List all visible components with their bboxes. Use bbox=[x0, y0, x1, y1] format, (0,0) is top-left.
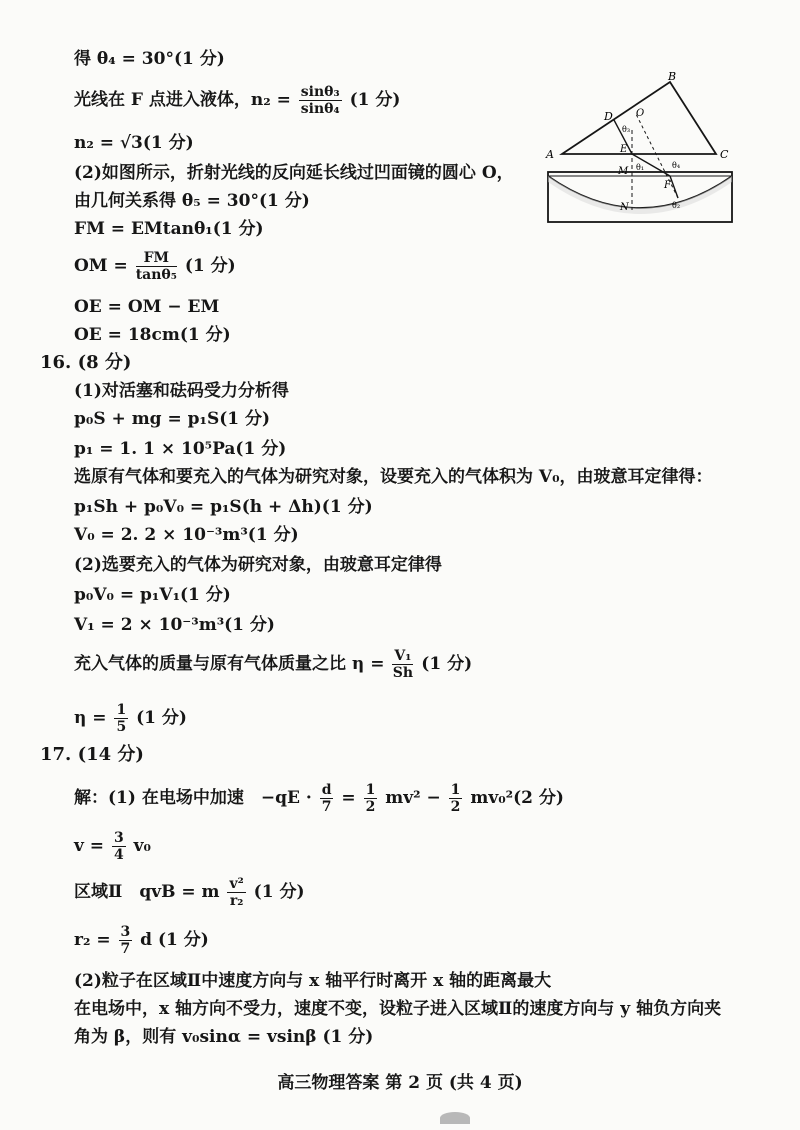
answer-line bbox=[74, 648, 472, 681]
numerator: v² bbox=[229, 876, 244, 892]
text: OM = bbox=[74, 256, 128, 276]
denominator: 7 bbox=[120, 941, 131, 957]
answer-line bbox=[74, 250, 236, 283]
answer-line: V₁ = 2 × 10⁻³m³(1 分) bbox=[74, 615, 275, 635]
label-N: N bbox=[620, 202, 629, 213]
numerator: V₁ bbox=[394, 648, 412, 664]
denominator: 2 bbox=[450, 799, 461, 815]
label-M: M bbox=[618, 166, 629, 177]
answer-line: p₁Sh + p₀V₀ = p₁S(h + Δh)(1 分) bbox=[74, 497, 373, 517]
fraction bbox=[114, 702, 128, 735]
answer-line: p₀S + mg = p₁S(1 分) bbox=[74, 409, 271, 429]
fraction bbox=[112, 830, 126, 863]
numerator: sinθ₃ bbox=[300, 84, 340, 100]
light-ray bbox=[670, 176, 678, 198]
text: v = bbox=[74, 836, 105, 856]
extension-line bbox=[636, 114, 681, 198]
answer-line bbox=[74, 830, 151, 863]
label-O: O bbox=[636, 108, 645, 119]
answer-line: (2)如图所示，折射光线的反向延长线过凹面镜的圆心 O， bbox=[74, 163, 514, 183]
numerator: 3 bbox=[113, 830, 124, 846]
text: 充入气体的质量与原有气体质量之比 η = bbox=[74, 654, 385, 674]
fraction bbox=[136, 250, 177, 283]
answer-line bbox=[74, 782, 564, 815]
label-C: C bbox=[720, 148, 729, 161]
denominator: Sh bbox=[392, 665, 414, 681]
scan-smudge bbox=[440, 1112, 470, 1124]
mirror-hatch bbox=[548, 176, 732, 214]
question-number: 17. (14 分) bbox=[40, 744, 144, 765]
answer-line: 由几何关系得 θ₅ = 30°(1 分) bbox=[74, 191, 310, 211]
text: (1 分) bbox=[136, 708, 187, 728]
label-F: F bbox=[664, 180, 671, 191]
label-theta2: θ₂ bbox=[672, 201, 681, 210]
numerator: FM bbox=[136, 250, 177, 267]
answer-line: 选原有气体和要充入的气体为研究对象，设要充入的气体积为 V₀，由玻意耳定律得： bbox=[74, 467, 713, 487]
numerator: d bbox=[321, 782, 332, 798]
fraction bbox=[299, 84, 342, 117]
fraction bbox=[320, 782, 334, 815]
text: (1 分) bbox=[421, 654, 473, 674]
numerator: 3 bbox=[120, 924, 131, 940]
text: 解：(1) 在电场中加速 −qE · bbox=[74, 788, 312, 808]
answer-line: n₂ = √3(1 分) bbox=[74, 133, 194, 153]
fraction bbox=[119, 924, 133, 957]
text: d (1 分) bbox=[140, 930, 209, 950]
concave-mirror bbox=[548, 176, 732, 208]
denominator: tanθ₅ bbox=[135, 267, 177, 283]
answer-line: 在电场中，x 轴方向不受力，速度不变，设粒子进入区域Ⅱ的速度方向与 y 轴负方向夹 bbox=[74, 999, 722, 1019]
denominator: 4 bbox=[113, 847, 124, 863]
label-D: D bbox=[604, 110, 613, 123]
answer-line: V₀ = 2. 2 × 10⁻³m³(1 分) bbox=[74, 525, 299, 545]
text: mv₀²(2 分) bbox=[470, 788, 564, 808]
numerator: 1 bbox=[116, 702, 127, 718]
answer-line bbox=[74, 702, 187, 735]
answer-line: p₁ = 1. 1 × 10⁵Pa(1 分) bbox=[74, 439, 287, 459]
answer-line bbox=[74, 84, 400, 117]
fraction bbox=[227, 876, 245, 909]
text: = bbox=[341, 788, 356, 808]
text: 区域Ⅱ qvB = m bbox=[74, 882, 220, 902]
answer-line: p₀V₀ = p₁V₁(1 分) bbox=[74, 585, 231, 605]
denominator: sinθ₄ bbox=[300, 101, 340, 117]
question-number: 16. (8 分) bbox=[40, 352, 132, 373]
text: (1 分) bbox=[184, 256, 236, 276]
answer-line: FM = EMtanθ₁(1 分) bbox=[74, 219, 264, 239]
answer-line bbox=[74, 924, 209, 957]
answer-line: OE = OM − EM bbox=[74, 297, 220, 317]
answer-line: (1)对活塞和砝码受力分析得 bbox=[74, 381, 289, 401]
text: (1 分) bbox=[253, 882, 305, 902]
text: mv² − bbox=[385, 788, 441, 808]
label-A: A bbox=[546, 148, 554, 161]
label-theta4: θ₄ bbox=[672, 161, 681, 170]
answer-line bbox=[74, 876, 305, 909]
answer-line: OE = 18cm(1 分) bbox=[74, 325, 231, 345]
fraction bbox=[364, 782, 378, 815]
numerator: 1 bbox=[365, 782, 376, 798]
optics-diagram bbox=[540, 70, 740, 230]
denominator: 5 bbox=[116, 719, 127, 735]
answer-line: (2)选要充入的气体为研究对象，由玻意耳定律得 bbox=[74, 555, 442, 575]
text: r₂ = bbox=[74, 930, 111, 950]
text: η = bbox=[74, 708, 107, 728]
label-theta1: θ₁ bbox=[636, 163, 645, 172]
text: (1 分) bbox=[349, 90, 401, 110]
denominator: r₂ bbox=[229, 893, 244, 909]
text: v₀ bbox=[133, 836, 151, 856]
answer-line: (2)粒子在区域Ⅱ中速度方向与 x 轴平行时离开 x 轴的距离最大 bbox=[74, 971, 552, 991]
answer-line: 得 θ₄ = 30°(1 分) bbox=[74, 49, 225, 69]
label-E: E bbox=[620, 144, 628, 155]
denominator: 7 bbox=[321, 799, 332, 815]
answer-line: 角为 β，则有 v₀sinα = vsinβ (1 分) bbox=[74, 1027, 374, 1047]
label-theta3: θ₃ bbox=[622, 125, 631, 134]
fraction bbox=[392, 648, 413, 681]
numerator: 1 bbox=[450, 782, 461, 798]
fraction bbox=[449, 782, 463, 815]
label-B: B bbox=[668, 70, 677, 83]
denominator: 2 bbox=[365, 799, 376, 815]
page-footer: 高三物理答案 第 2 页 (共 4 页) bbox=[277, 1073, 523, 1093]
text: 光线在 F 点进入液体，n₂ = bbox=[74, 90, 291, 110]
